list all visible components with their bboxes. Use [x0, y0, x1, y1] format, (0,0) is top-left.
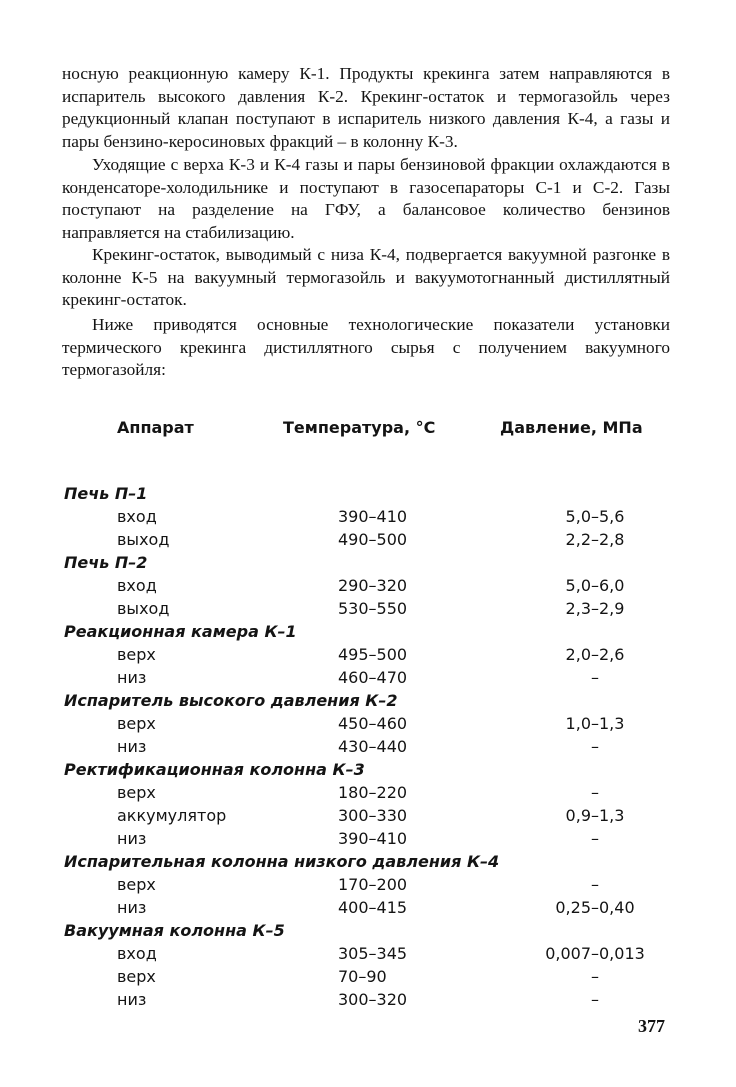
temperature-value: 300–330: [338, 806, 408, 825]
point-name: верх: [117, 645, 156, 664]
header-apparatus: Аппарат: [117, 418, 194, 437]
point-name: выход: [117, 599, 170, 618]
point-name: вход: [117, 576, 157, 595]
pressure-value: –: [591, 737, 599, 756]
pressure-value: 5,0–5,6: [565, 507, 625, 526]
point-name: верх: [117, 967, 156, 986]
table-row: [0, 827, 736, 850]
temperature-value: 170–200: [338, 875, 408, 894]
temperature-value: 530–550: [338, 599, 408, 618]
point-name: верх: [117, 875, 156, 894]
table-row: [0, 781, 736, 804]
temperature-value: 70–90: [338, 967, 387, 986]
table-section-title: Печь П–1: [64, 484, 148, 503]
point-name: вход: [117, 944, 157, 963]
temperature-value: 390–410: [338, 507, 408, 526]
point-name: низ: [117, 898, 147, 917]
temperature-value: 300–320: [338, 990, 408, 1009]
table-row: [0, 804, 736, 827]
pressure-value: –: [591, 829, 599, 848]
point-name: выход: [117, 530, 170, 549]
table-section-title: Вакуумная колонна К–5: [64, 921, 285, 940]
table-row: [0, 942, 736, 965]
process-parameters-table: [0, 418, 736, 1009]
header-temperature: Температура, °С: [283, 418, 436, 437]
pressure-value: 1,0–1,3: [565, 714, 625, 733]
point-name: низ: [117, 668, 147, 687]
table-row: [0, 528, 736, 551]
paragraph-gas-cooling: Уходящие с верха К-3 и К-4 газы и пары бензиновой фракции охлаждаются в конденсаторе-холодильнике и поступают в газосепараторы С-1 и С-2. Газы поступают на разделение на ГФУ, а балансовое количество бензинов направляется на стабилизацию.: [62, 155, 670, 242]
point-name: вход: [117, 507, 157, 526]
temperature-value: 390–410: [338, 829, 408, 848]
temperature-value: 180–220: [338, 783, 408, 802]
temperature-value: 290–320: [338, 576, 408, 595]
table-row: [0, 574, 736, 597]
point-name: верх: [117, 783, 156, 802]
point-name: низ: [117, 829, 147, 848]
table-body: [0, 482, 736, 1011]
pressure-value: –: [591, 967, 599, 986]
temperature-value: 400–415: [338, 898, 408, 917]
header-pressure: Давление, МПа: [500, 418, 643, 437]
temperature-value: 495–500: [338, 645, 408, 664]
point-name: аккумулятор: [117, 806, 227, 825]
pressure-value: –: [591, 875, 599, 894]
temperature-value: 490–500: [338, 530, 408, 549]
temperature-value: 305–345: [338, 944, 408, 963]
table-row: [0, 505, 736, 528]
table-row: [0, 666, 736, 689]
table-row: [0, 597, 736, 620]
pressure-value: 5,0–6,0: [565, 576, 625, 595]
table-header: [0, 418, 736, 454]
table-row: [0, 988, 736, 1011]
table-row: [0, 896, 736, 919]
pressure-value: 0,25–0,40: [555, 898, 635, 917]
point-name: низ: [117, 737, 147, 756]
pressure-value: 0,007–0,013: [545, 944, 645, 963]
pressure-value: –: [591, 990, 599, 1009]
temperature-value: 430–440: [338, 737, 408, 756]
pressure-value: 2,0–2,6: [565, 645, 625, 664]
temperature-value: 450–460: [338, 714, 408, 733]
table-row: [0, 873, 736, 896]
table-section-title: Печь П–2: [64, 553, 148, 572]
paragraph-vacuum-distillation: Крекинг-остаток, выводимый с низа К-4, подвергается вакуумной разгонке в колонне К-5 на вакуумный термогазойль и вакуумотогнанный дистиллятный крекинг-остаток.: [62, 245, 670, 309]
paragraph-table-intro: Ниже приводятся основные технологические показатели установки термического крекинга дистиллятного сырья с получением вакуумного термогазойля:: [62, 315, 670, 379]
table-section-title: Испарительная колонна низкого давления К–4: [64, 852, 500, 871]
page-number: 377: [638, 1016, 665, 1036]
point-name: низ: [117, 990, 147, 1009]
table-section-title: Ректификационная колонна К–3: [64, 760, 365, 779]
table-row: [0, 712, 736, 735]
temperature-value: 460–470: [338, 668, 408, 687]
pressure-value: –: [591, 668, 599, 687]
pressure-value: –: [591, 783, 599, 802]
table-row: [0, 965, 736, 988]
point-name: верх: [117, 714, 156, 733]
pressure-value: 2,2–2,8: [565, 530, 625, 549]
table-section-title: Испаритель высокого давления К–2: [64, 691, 398, 710]
paragraph-continuation: носную реакционную камеру К-1. Продукты крекинга затем направляются в испаритель высокого давления К-2. Крекинг-остаток и термогазойль через редукционный клапан поступают в испаритель низкого давления К-4, а газы и пары бензино-керосиновых фракций – в колонну К-3.: [62, 64, 670, 151]
table-row: [0, 735, 736, 758]
table-row: [0, 643, 736, 666]
pressure-value: 2,3–2,9: [565, 599, 625, 618]
pressure-value: 0,9–1,3: [565, 806, 625, 825]
table-section-title: Реакционная камера К–1: [64, 622, 297, 641]
